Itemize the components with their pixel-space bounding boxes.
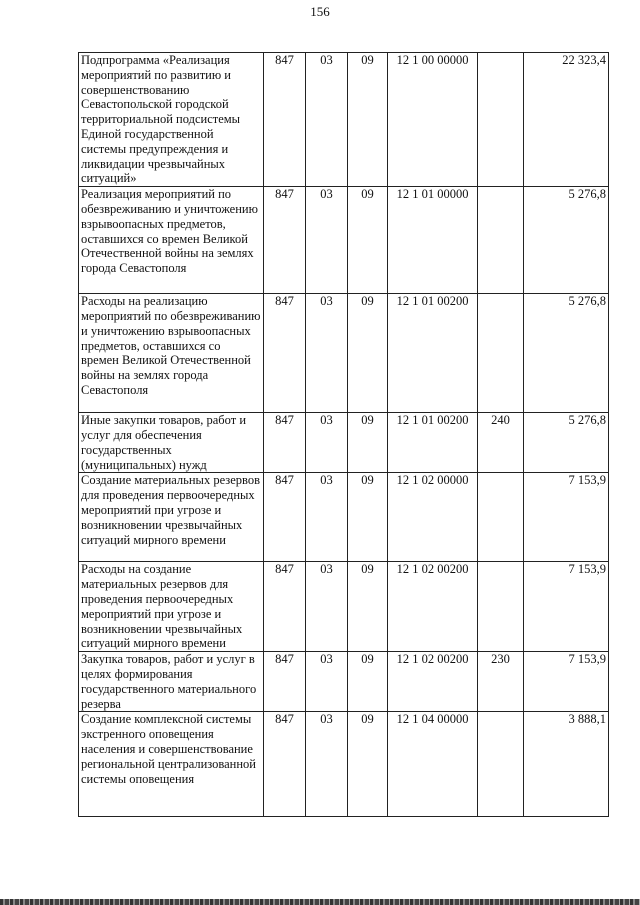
target-article: 12 1 02 00200 — [388, 562, 478, 652]
row-name: Подпрограмма «Реализация мероприятий по развитию и совершенствованию Севастопольской городской территориальной подсистемы Единой государственной системы предупреждения и ликвидации чрезвычайных ситуаций» — [79, 53, 264, 187]
subsection-code: 09 — [348, 294, 388, 413]
ministry-code: 847 — [264, 294, 306, 413]
subsection-code: 09 — [348, 712, 388, 817]
section-code: 03 — [306, 652, 348, 712]
table-row — [79, 652, 609, 712]
table-row — [79, 187, 609, 294]
row-name: Создание комплексной системы экстренного оповещения населения и совершенствование региональной централизованной системы оповещения — [79, 712, 264, 817]
amount: 7 153,9 — [524, 562, 609, 652]
ministry-code: 847 — [264, 187, 306, 294]
expense-type — [478, 712, 524, 817]
row-name: Расходы на реализацию мероприятий по обезвреживанию и уничтожению взрывоопасных предметов, оставшихся со времен Великой Отечественной войны на землях города Севастополя — [79, 294, 264, 413]
budget-table — [78, 52, 609, 817]
subsection-code: 09 — [348, 562, 388, 652]
target-article: 12 1 01 00000 — [388, 187, 478, 294]
amount: 5 276,8 — [524, 294, 609, 413]
table-row — [79, 413, 609, 473]
amount: 22 323,4 — [524, 53, 609, 187]
section-code: 03 — [306, 187, 348, 294]
ministry-code: 847 — [264, 413, 306, 473]
row-name: Закупка товаров, работ и услуг в целях формирования государственного материального резерва — [79, 652, 264, 712]
section-code: 03 — [306, 473, 348, 562]
expense-type — [478, 294, 524, 413]
row-name: Расходы на создание материальных резервов для проведения первоочередных мероприятий при угрозе и возникновении чрезвычайных ситуаций мирного времени — [79, 562, 264, 652]
scan-edge-artifact — [0, 899, 640, 905]
subsection-code: 09 — [348, 187, 388, 294]
target-article: 12 1 02 00000 — [388, 473, 478, 562]
table-row — [79, 294, 609, 413]
expense-type: 230 — [478, 652, 524, 712]
target-article: 12 1 01 00200 — [388, 413, 478, 473]
row-name: Реализация мероприятий по обезвреживанию и уничтожению взрывоопасных предметов, оставшихся со времен Великой Отечественной войны на землях города Севастополя — [79, 187, 264, 294]
target-article: 12 1 01 00200 — [388, 294, 478, 413]
expense-type — [478, 187, 524, 294]
section-code: 03 — [306, 562, 348, 652]
amount: 7 153,9 — [524, 652, 609, 712]
table-row — [79, 712, 609, 817]
row-name: Иные закупки товаров, работ и услуг для обеспечения государственных (муниципальных) нужд — [79, 413, 264, 473]
subsection-code: 09 — [348, 473, 388, 562]
amount: 5 276,8 — [524, 187, 609, 294]
row-name: Создание материальных резервов для проведения первоочередных мероприятий при угрозе и возникновении чрезвычайных ситуаций мирного времени — [79, 473, 264, 562]
amount: 7 153,9 — [524, 473, 609, 562]
amount: 3 888,1 — [524, 712, 609, 817]
ministry-code: 847 — [264, 652, 306, 712]
subsection-code: 09 — [348, 53, 388, 187]
amount: 5 276,8 — [524, 413, 609, 473]
expense-type: 240 — [478, 413, 524, 473]
table-row — [79, 53, 609, 187]
ministry-code: 847 — [264, 712, 306, 817]
subsection-code: 09 — [348, 413, 388, 473]
table-row — [79, 562, 609, 652]
expense-type — [478, 562, 524, 652]
ministry-code: 847 — [264, 473, 306, 562]
section-code: 03 — [306, 413, 348, 473]
expense-type — [478, 53, 524, 187]
subsection-code: 09 — [348, 652, 388, 712]
ministry-code: 847 — [264, 562, 306, 652]
ministry-code: 847 — [264, 53, 306, 187]
target-article: 12 1 02 00200 — [388, 652, 478, 712]
section-code: 03 — [306, 294, 348, 413]
table-row — [79, 473, 609, 562]
section-code: 03 — [306, 712, 348, 817]
section-code: 03 — [306, 53, 348, 187]
target-article: 12 1 04 00000 — [388, 712, 478, 817]
page-number: 156 — [310, 4, 330, 19]
expense-type — [478, 473, 524, 562]
target-article: 12 1 00 00000 — [388, 53, 478, 187]
